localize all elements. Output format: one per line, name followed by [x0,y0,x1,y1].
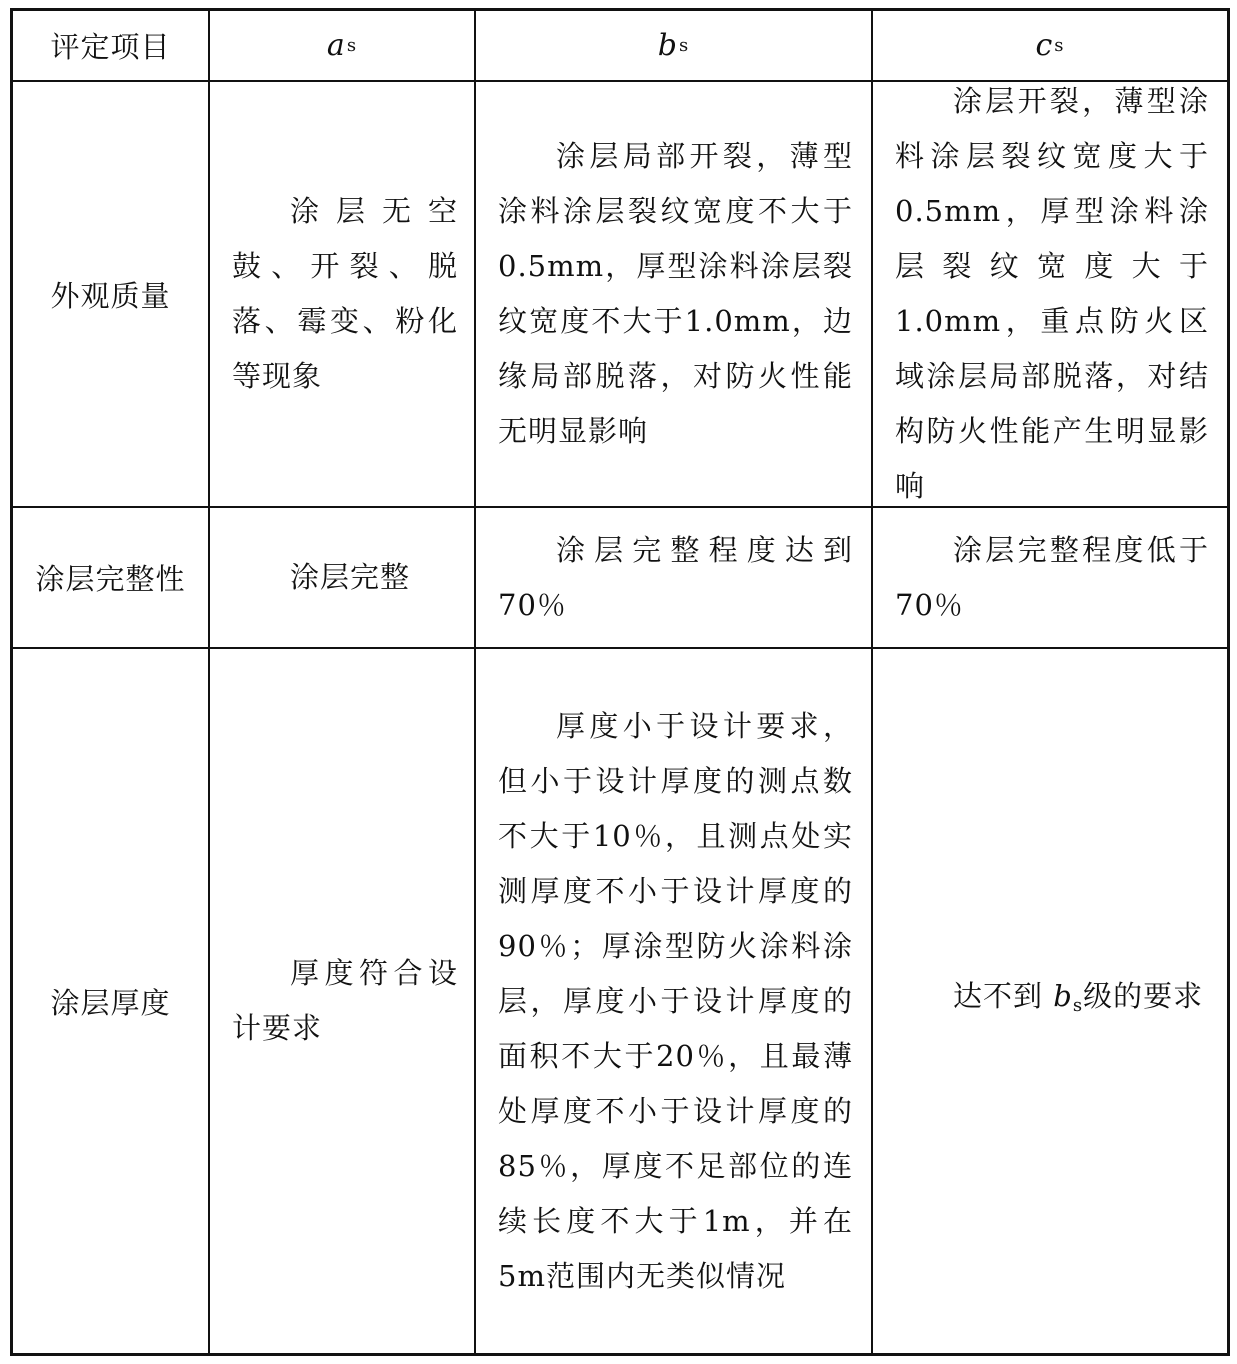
header-b-symbol: b [657,28,678,63]
row-thickness-a [210,649,474,1353]
row-thickness-item-label: 涂层厚度 [50,985,171,1020]
row-appearance-a [210,82,474,506]
row-integrity-b-text: 涂层完整程度达到70％ [498,532,853,622]
row-appearance-c-text: 涂层开裂，薄型涂料涂层裂纹宽度大于0.5mm，厚型涂料涂层裂纹宽度大于1.0mm，重点防火区域涂层局部脱落，对结构防火性能产生明显影响 [895,84,1209,503]
row-integrity-item [13,508,208,647]
row-integrity-a-text: 涂层完整 [290,560,411,594]
row-thickness-c-subscript: s [1072,995,1084,1016]
row-thickness-c-prefix: 达不到 [953,979,1044,1013]
row-appearance-a-text: 涂层无空鼓、开裂、脱落、霉变、粉化等现象 [232,194,458,393]
row-integrity-b [476,508,871,647]
row-integrity-c-text: 涂层完整程度低于70％ [895,532,1209,622]
header-a-symbol: a [326,28,346,63]
row-thickness-item [13,649,208,1353]
row-appearance-b-text: 涂层局部开裂，薄型涂料涂层裂纹宽度不大于0.5mm，厚型涂料涂层裂纹宽度不大于1.0mm，边缘局部脱落，对防火性能无明显影响 [498,139,853,448]
row-thickness-c [873,649,1227,1353]
row-appearance-item-label: 外观质量 [50,278,171,313]
row-thickness-b-text: 厚度小于设计要求，但小于设计厚度的测点数不大于10％，且测点处实测厚度不小于设计厚度的90％；厚涂型防火涂料涂层，厚度小于设计厚度的面积不大于20％，且最薄处厚度不小于设计厚度的85％，厚度不足部位的连续长度不大于1m，并在5m范围内无类似情况 [498,708,853,1293]
row-appearance-c [873,82,1227,506]
header-b-subscript: s [678,35,690,56]
row-thickness-c-text [895,969,1209,1033]
header-item [13,11,208,80]
row-integrity-a [210,508,474,647]
row-thickness-c-suffix: 级的要求 [1083,979,1204,1013]
row-thickness-a-text: 厚度符合设计要求 [232,956,458,1045]
header-c-subscript: s [1054,35,1065,56]
row-thickness-c-symbol: b [1053,979,1073,1013]
row-integrity-c [873,508,1227,647]
evaluation-table [10,8,1230,1356]
row-thickness-b [476,649,871,1353]
header-c-symbol: c [1035,28,1054,63]
header-a [210,11,474,80]
header-c [873,11,1227,80]
header-a-subscript: s [346,35,358,56]
header-item-label: 评定项目 [50,30,171,64]
header-b [476,11,871,80]
row-appearance-b [476,82,871,506]
row-integrity-item-label: 涂层完整性 [35,562,186,596]
row-appearance-item [13,82,208,506]
